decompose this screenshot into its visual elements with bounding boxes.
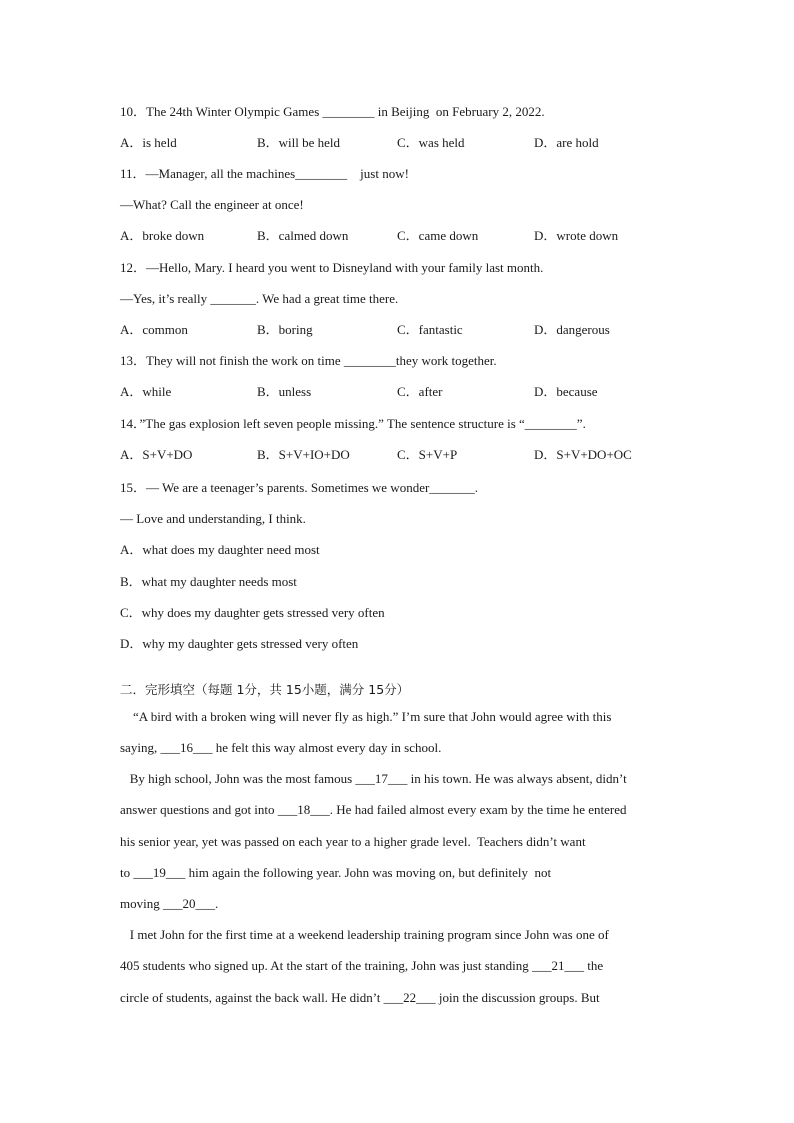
option-d[interactable]: D．S+V+DO+OC: [534, 447, 632, 462]
option-b[interactable]: B．will be held: [257, 135, 341, 150]
passage-line: By high school, John was the most famous ___17___ in his town. He was always absent, didn’t: [120, 771, 627, 786]
option-c[interactable]: C．S+V+P: [397, 447, 458, 462]
question-15-stem: 15．— We are a teenager’s parents. Sometimes we wonder_______.: [120, 480, 479, 495]
option-d[interactable]: D．dangerous: [534, 322, 610, 337]
passage-line: I met John for the first time at a weekend leadership training program since John was one of: [120, 927, 609, 942]
option-a[interactable]: A．while: [120, 384, 172, 399]
question-12-reply: —Yes, it’s really _______. We had a great time there.: [120, 291, 399, 306]
option-d[interactable]: D．why my daughter gets stressed very often: [120, 636, 359, 651]
passage-line: answer questions and got into ___18___. He had failed almost every exam by the time he entered: [120, 802, 627, 817]
option-d[interactable]: D．because: [534, 384, 598, 399]
question-11-stem: 11．—Manager, all the machines________ just now!: [120, 166, 409, 181]
passage-line: moving ___20___.: [120, 896, 219, 911]
option-b[interactable]: B．unless: [257, 384, 312, 399]
option-a[interactable]: A．S+V+DO: [120, 447, 193, 462]
passage-line: 405 students who signed up. At the start of the training, John was just standing ___21___ the: [120, 958, 604, 973]
option-a[interactable]: A．common: [120, 322, 188, 337]
option-d[interactable]: D．wrote down: [534, 228, 619, 243]
passage-line: saying, ___16___ he felt this way almost every day in school.: [120, 740, 442, 755]
question-10-stem: 10．The 24th Winter Olympic Games ________ in Beijing on February 2, 2022.: [120, 104, 545, 119]
option-c[interactable]: C．fantastic: [397, 322, 463, 337]
question-13-stem: 13．They will not finish the work on time ________they work together.: [120, 353, 497, 368]
passage-line: to ___19___ him again the following year. John was moving on, but definitely not: [120, 865, 552, 880]
option-c[interactable]: C．came down: [397, 228, 479, 243]
option-a[interactable]: A．is held: [120, 135, 177, 150]
option-b[interactable]: B．what my daughter needs most: [120, 574, 297, 589]
passage-line: circle of students, against the back wall. He didn’t ___22___ join the discussion groups. But: [120, 990, 600, 1005]
option-d[interactable]: D．are hold: [534, 135, 599, 150]
question-12-stem: 12．—Hello, Mary. I heard you went to Disneyland with your family last month.: [120, 260, 544, 275]
option-b[interactable]: B．S+V+IO+DO: [257, 447, 350, 462]
passage-line: his senior year, yet was passed on each year to a higher grade level. Teachers didn’t want: [120, 834, 586, 849]
option-c[interactable]: C．was held: [397, 135, 465, 150]
option-b[interactable]: B．calmed down: [257, 228, 349, 243]
option-c[interactable]: C．after: [397, 384, 443, 399]
option-b[interactable]: B．boring: [257, 322, 313, 337]
question-11-reply: —What? Call the engineer at once!: [120, 197, 304, 212]
option-a[interactable]: A．broke down: [120, 228, 205, 243]
question-14-stem: 14．”The gas explosion left seven people missing.” The sentence structure is “________”.: [120, 416, 586, 431]
passage-line: “A bird with a broken wing will never fly as high.” I’m sure that John would agree with this: [120, 709, 612, 724]
section-heading: 二．完形填空（每题 1分，共 15小题，满分 15分）: [120, 682, 410, 697]
option-c[interactable]: C．why does my daughter gets stressed very often: [120, 605, 385, 620]
option-a[interactable]: A．what does my daughter need most: [120, 542, 320, 557]
question-15-reply: — Love and understanding, I think.: [120, 511, 306, 526]
